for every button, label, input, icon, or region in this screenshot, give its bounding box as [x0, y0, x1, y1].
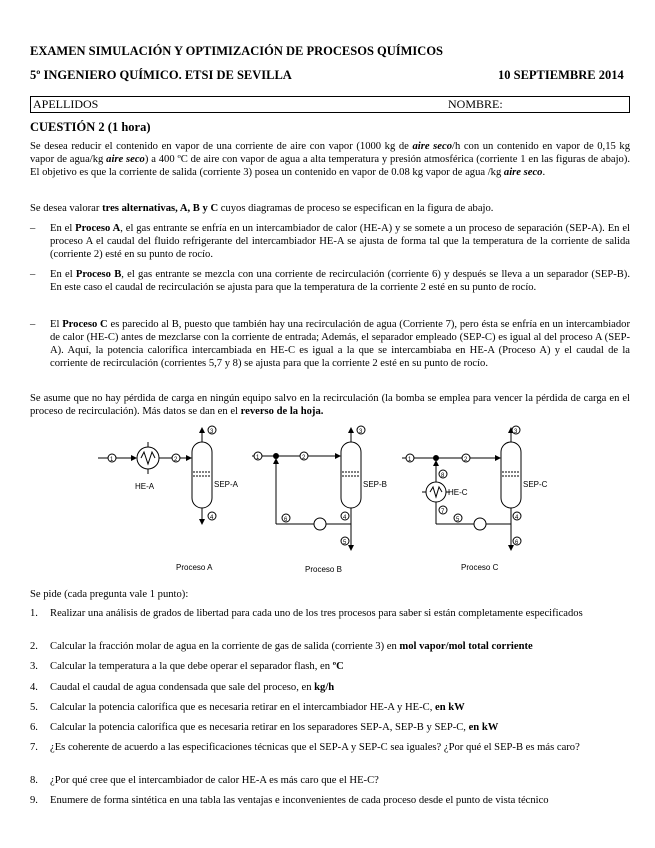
sep-b-vessel [341, 442, 361, 508]
stream-c-1: 1 [408, 457, 412, 463]
stream-a-3: 3 [210, 429, 214, 435]
process-c-caption: Proceso C [461, 563, 499, 572]
stream-b-2: 2 [302, 455, 306, 461]
process-c-diagram [402, 426, 548, 572]
he-a-label: HE-A [135, 482, 155, 491]
stream-a-4: 4 [210, 515, 214, 521]
stream-b-5: 5 [343, 540, 347, 546]
sep-a-label: SEP-A [214, 480, 239, 489]
stream-b-6: 6 [284, 517, 288, 523]
process-a-diagram [98, 426, 239, 572]
stream-c-7: 7 [441, 509, 445, 515]
process-diagrams [0, 420, 655, 580]
ask-item: 4. Caudal el caudal de agua condensada que sale del proceso, en kg/h [30, 682, 335, 693]
ask-item: 3. Calcular la temperatura a la que debe operar el separador flash, en ºC [30, 661, 344, 672]
he-a-exchanger-icon [137, 447, 159, 469]
ask-item: 1. Realizar una análisis de grados de libertad para cada uno de los tres procesos para saber si están completamente especificados [30, 608, 583, 619]
stream-b-1: 1 [256, 455, 260, 461]
bullet-process-a: – En el Proceso A, el gas entrante se enfría en un intercambiador de calor (HE-A) y se somete a un proceso de separación (SEP-A). En el proceso A el caudal del fluido refrigerante del intercambiador HE-A se ajusta de forma tal que la temperatura de la corriente de salida (corriente 2) esté en su punto de rocío. [30, 223, 630, 260]
bullet-process-b: – En el Proceso B, el gas entrante se mezcla con una corriente de recirculación (corriente 6) y después se lleva a un separador (SEP-B). En este caso el caudal de recirculación se ajusta para que la temperatura de la corriente 2 esté en su punto de rocío. [30, 269, 630, 293]
stream-a-1: 1 [110, 457, 114, 463]
process-b-caption: Proceso B [305, 565, 342, 574]
stream-b-3: 3 [359, 429, 363, 435]
he-c-exchanger-icon [426, 482, 446, 502]
assumption-paragraph: Se asume que no hay pérdida de carga en ningún equipo salvo en la recirculación (la bomba se emplea para vencer la pérdida de carga en el proceso de recirculación). Más datos se dan en el reverso de la hoja. [30, 393, 630, 417]
process-b-diagram [252, 426, 387, 574]
ask-item: 8. ¿Por qué cree que el intercambiador de calor HE-A es más caro que el HE-C? [30, 775, 379, 786]
stream-c-5: 5 [456, 517, 460, 523]
name-label: NOMBRE: [448, 97, 503, 111]
alternatives-paragraph: Se desea valorar tres alternativas, A, B y C cuyos diagramas de proceso se especifican en la figura de abajo. [30, 203, 494, 214]
name-box[interactable] [30, 96, 630, 113]
sep-b-label: SEP-B [363, 480, 388, 489]
ask-item: 7. ¿Es coherente de acuerdo a las especificaciones técnicas que el SEP-A y SEP-C sea iguales? ¿Por qué el SEP-B es más caro? [30, 742, 580, 753]
bullet-process-c: – El Proceso C es parecido al B, puesto que también hay una recirculación de agua (Corriente 7), pero ésta se enfría en un intercambiador de calor (HE-C) antes de mezclarse con la corriente de entrada; Además, el separador empleado (SEP-C) es igual al del proceso A (SEP-A). Aquí, la potencia calorífica intercambiada en HE-C es igual a la que se intercambiaba en HE-A (Proceso A) y el caudal de la corriente de recirculación (corrientes 5,7 y 8) se ajusta para que la corriente 2 esté en su punto de rocío. [30, 319, 630, 369]
pump-c-icon [474, 518, 486, 530]
asks-intro: Se pide (cada pregunta vale 1 punto): [30, 589, 189, 600]
stream-c-8: 8 [441, 473, 445, 479]
surname-label: APELLIDOS [33, 97, 99, 111]
sep-c-vessel [501, 442, 521, 508]
course-line: 5º INGENIERO QUÍMICO. ETSI DE SEVILLA [30, 68, 292, 82]
he-c-label: HE-C [448, 488, 468, 497]
stream-c-3: 3 [514, 429, 518, 435]
stream-c-6: 6 [515, 540, 519, 546]
sep-a-vessel [192, 442, 212, 508]
exam-title: EXAMEN SIMULACIÓN Y OPTIMIZACIÓN DE PROCESOS QUÍMICOS [30, 44, 444, 58]
pump-b-icon [314, 518, 326, 530]
stream-b-4: 4 [343, 515, 347, 521]
process-a-caption: Proceso A [176, 563, 213, 572]
ask-item: 9. Enumere de forma sintética en una tabla las ventajas e inconvenientes de cada proceso desde el punto de vista técnico [30, 795, 549, 806]
exam-date: 10 SEPTIEMBRE 2014 [498, 68, 624, 82]
ask-item: 6. Calcular la potencia calorífica que es necesaria retirar en los separadores SEP-A, SEP-B y SEP-C, en kW [30, 722, 499, 733]
stream-c-2: 2 [464, 457, 468, 463]
sep-c-label: SEP-C [523, 480, 548, 489]
ask-item: 5. Calcular la potencia calorífica que es necesaria retirar en el intercambiador HE-A y HE-C, en kW [30, 702, 465, 713]
stream-c-4: 4 [515, 515, 519, 521]
question-title: CUESTIÓN 2 (1 hora) [30, 120, 151, 134]
stream-a-2: 2 [174, 457, 178, 463]
ask-item: 2. Calcular la fracción molar de agua en la corriente de gas de salida (corriente 3) en mol vapor/mol total corriente [30, 641, 533, 652]
intro-paragraph: Se desea reducir el contenido en vapor de una corriente de aire con vapor (1000 kg de aire seco/h con un contenido en vapor de 0,15 kg vapor de agua/kg aire seco) a 400 ºC de aire con vapor de agua a alta temperatura y presión atmosférica (corriente 1 en las figuras de abajo). El objetivo es que la corriente de salida (corriente 3) posea un contenido en vapor de 0.08 kg vapor de agua /kg aire seco. [30, 141, 631, 178]
